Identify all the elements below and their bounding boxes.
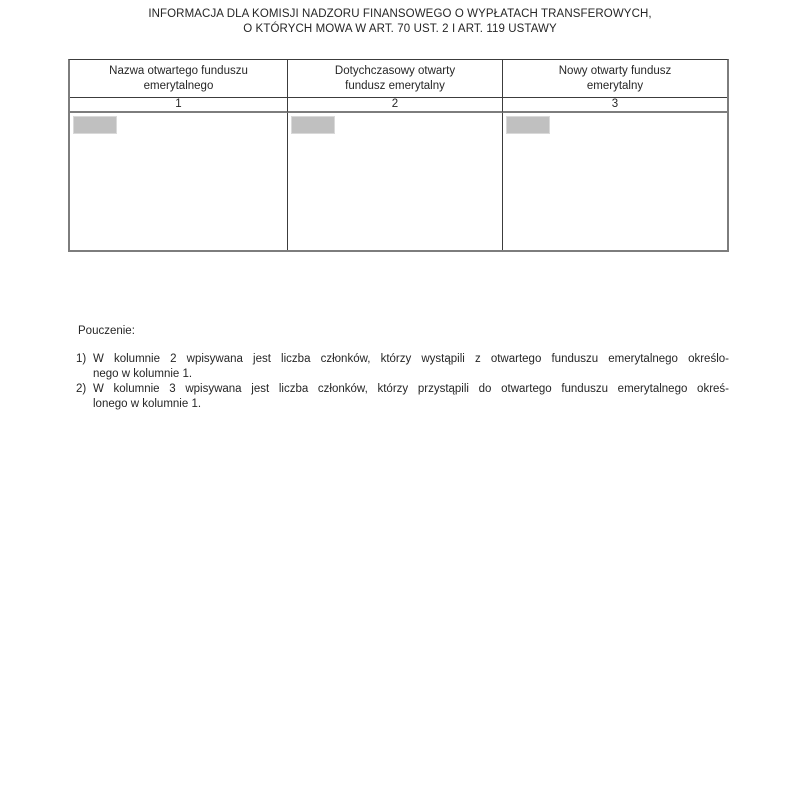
column-header-fund-name-line-1: Nazwa otwartego funduszu <box>109 64 248 77</box>
column-header-fund-name <box>70 60 288 98</box>
footnote-text-2 <box>93 382 729 412</box>
column-header-previous-fund <box>288 60 503 98</box>
new-fund-cell <box>503 113 727 250</box>
footnote-1-line-1: W kolumnie 2 wpisywana jest liczba członków, którzy wystąpili z otwartego funduszu emerytalnego określo- <box>93 353 729 365</box>
instructions-heading: Pouczenie: <box>78 325 135 337</box>
document-title-line-1: INFORMACJA DLA KOMISJI NADZORU FINANSOWEGO O WYPŁATACH TRANSFEROWYCH, <box>148 8 652 20</box>
column-header-previous-fund-line-1: Dotychczasowy otwarty <box>334 64 456 77</box>
footnote-2-line-1: W kolumnie 3 wpisywana jest liczba członków, którzy przystąpili do otwartego funduszu emerytalnego okreś- <box>93 383 729 395</box>
document-title-line-2: O KTÓRYCH MOWA W ART. 70 UST. 2 I ART. 119 USTAWY <box>243 23 557 35</box>
column-header-fund-name-line-2: emerytalnego <box>143 79 214 92</box>
footnote-item-1 <box>76 352 729 382</box>
footnote-1-line-2: nego w kolumnie 1. <box>93 368 193 380</box>
footnote-2-line-2: lonego w kolumnie 1. <box>93 398 202 410</box>
column-number-3: 3 <box>503 98 727 113</box>
redacted-value-box <box>73 116 117 134</box>
previous-fund-cell <box>288 113 503 250</box>
column-header-new-fund-line-2: emerytalny <box>586 79 644 92</box>
column-number-2: 2 <box>288 98 503 113</box>
document-title <box>0 7 800 37</box>
column-header-new-fund-line-1: Nowy otwarty fundusz <box>558 64 672 77</box>
column-header-previous-fund-line-2: fundusz emerytalny <box>345 79 445 92</box>
redacted-value-box <box>506 116 550 134</box>
fund-name-cell <box>70 113 288 250</box>
footnote-marker-2: 2) <box>76 383 87 395</box>
footnote-marker-1: 1) <box>76 353 87 365</box>
column-header-new-fund <box>503 60 727 98</box>
redacted-value-box <box>291 116 335 134</box>
column-number-1: 1 <box>70 98 288 113</box>
transfer-payments-table <box>68 59 729 252</box>
footnote-item-2 <box>76 382 729 412</box>
footnote-list <box>76 352 729 412</box>
footnote-text-1 <box>93 352 729 382</box>
